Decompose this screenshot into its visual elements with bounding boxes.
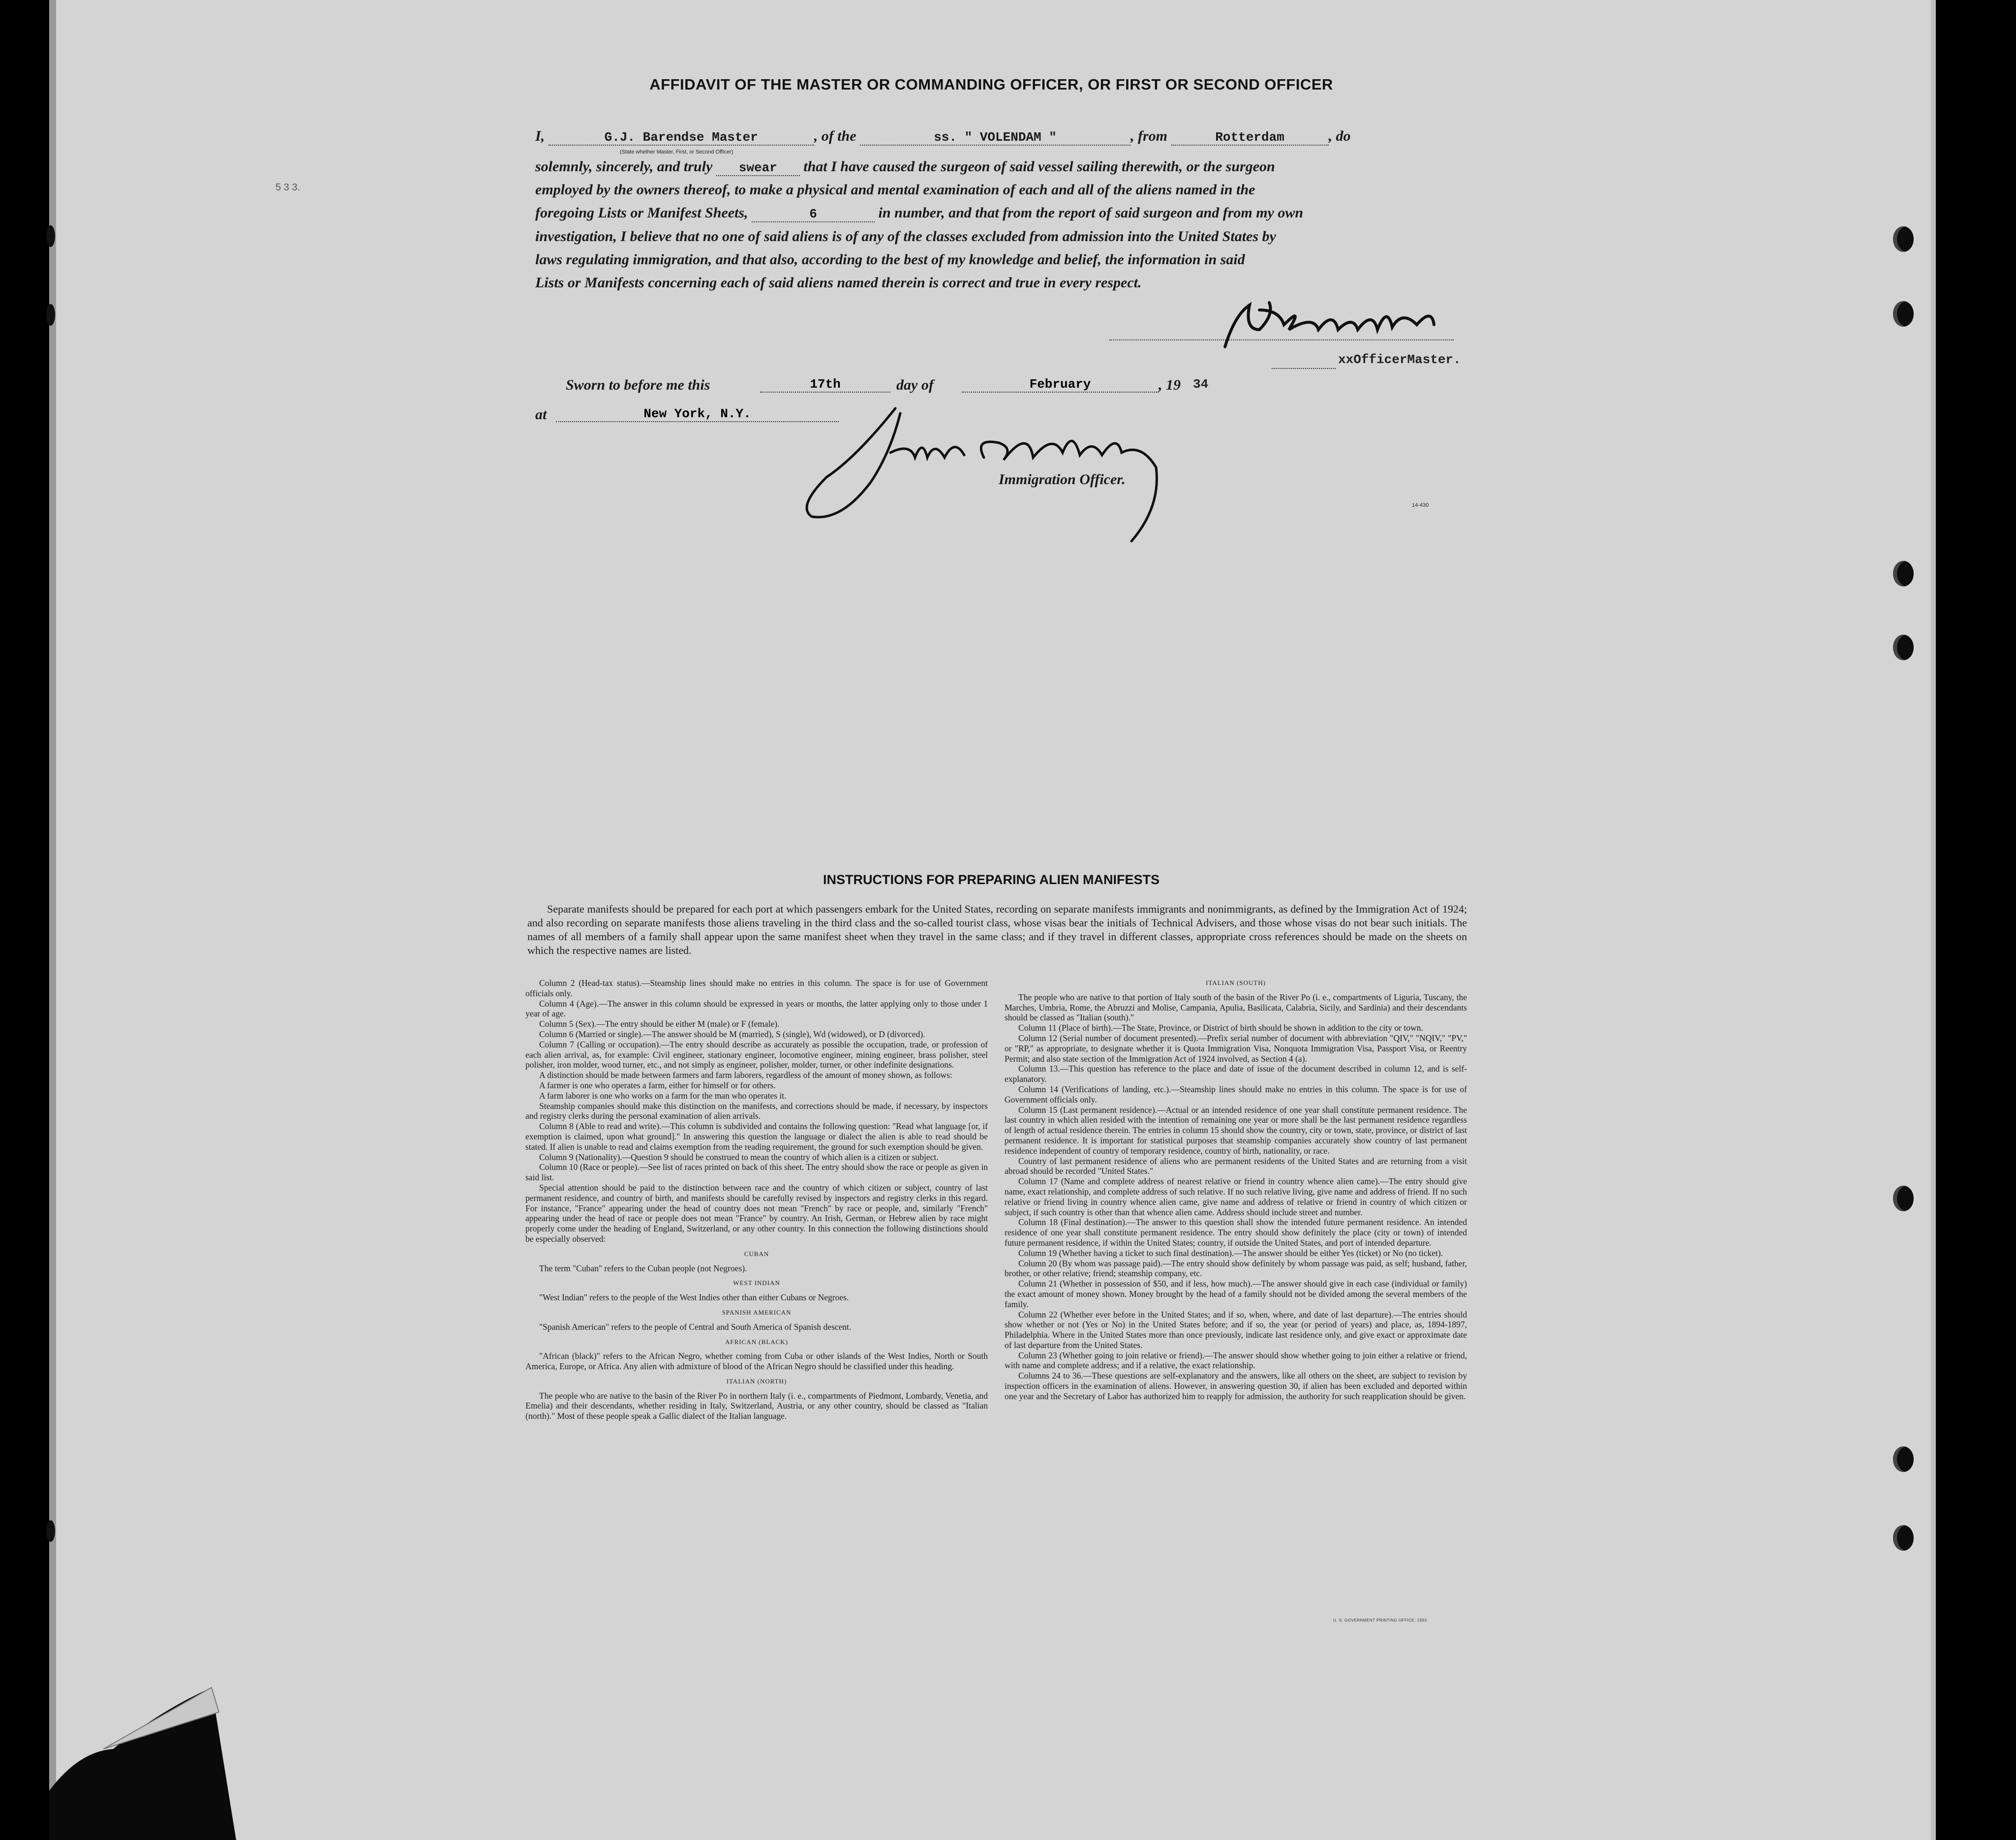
instruction-paragraph: A distinction should be made between farmers and farm laborers, regardless of the amount of money shown, as follows: (539, 1070, 952, 1080)
officer-label-line (1272, 368, 1336, 369)
binder-hole (1893, 301, 1914, 327)
instruction-paragraph: Columns 24 to 36.—These questions are self-explanatory and the answers, like all others on the sheet, are subject to revision by inspection officers in the examination of aliens. However, in answering question 30, if alien has been excluded and deported within one year and the Secretary of Labor has authorized him to reapply for admission, the authority for such reapplication should be given. (1005, 1371, 1467, 1401)
day-field: 17th (760, 377, 890, 393)
binder-hole-left (46, 304, 55, 326)
year-field: 34 (1193, 377, 1209, 392)
instruction-paragraph: Country of last permanent residence of aliens who are permanent residents of the United States and are returning from a visit abroad should be recorded "United States." (1005, 1156, 1467, 1176)
instruction-paragraph: Column 9 (Nationality).—Question 9 should be construed to mean the country of which alien is a citizen or subject. (539, 1152, 939, 1162)
month-field: February (962, 377, 1159, 393)
instruction-paragraph: Column 23 (Whether going to join relative or friend).—The answer should show whether going to join either a relative or friend, with name and complete address; and if a relative, the exact relationship. (1005, 1350, 1467, 1371)
vessel-field: ss. " VOLENDAM " (860, 130, 1130, 146)
place-field: New York, N.Y. (556, 406, 839, 422)
instructions-title: INSTRUCTIONS FOR PREPARING ALIEN MANIFESTS (823, 872, 1160, 887)
officer-label: xxOfficerMaster. (1338, 352, 1461, 367)
west-indian-heading: WEST INDIAN (733, 1279, 780, 1287)
instruction-paragraph: Column 8 (Able to read and write).—This column is subdivided and contains the following question: "Read what language [or, if exemption is claimed, upon what ground]." In answering this question the language or dialect the alien is able to read should be stated. If alien is unable to read and claims exemption from the reading requirement, the ground for such exemption should be given. (525, 1121, 988, 1152)
instruction-paragraph: Steamship companies should make this distinction on the manifests, and corrections should be made, if necessary, by inspectors and registry clerks during the personal examination of alien arrivals. (525, 1101, 988, 1121)
african-text: "African (black)" refers to the African Negro, whether coming from Cuba or other islands of the West Indies, North or South America, Europe, or Africa. Any alien with admixture of blood of the African Negro should be classified under this heading. (525, 1351, 988, 1372)
instruction-paragraph: Column 14 (Verifications of landing, etc.).—Steamship lines should make no entries in this column. The space is for use of Government officials only. (1005, 1084, 1467, 1104)
master-name-field: G.J. Barendse Master (549, 130, 814, 146)
binder-hole (1893, 1186, 1914, 1211)
instruction-paragraph: Column 12 (Serial number of document presented).—Prefix serial number of document with abbreviation "QIV," "NQIV," "PV," or "RP," as appropriate, to designate whether it is Quota Immigration Visa, Nonquota Immigration Visa, Passport Visa, or Reentry Permit; and also state section of the Immigration Act of 1924 involved, as Section 4 (a). (1005, 1033, 1467, 1064)
spanish-american-heading: SPANISH AMERICAN (722, 1308, 792, 1316)
instruction-paragraph: A farm laborer is one who works on a farm for the man who operates it. (539, 1090, 787, 1101)
binder-hole (1893, 226, 1914, 252)
instruction-paragraph: A farmer is one who operates a farm, either for himself or for others. (539, 1080, 776, 1090)
binder-hole-left (46, 225, 55, 247)
binder-hole-left (46, 1520, 55, 1542)
african-heading: AFRICAN (BLACK) (725, 1338, 789, 1346)
affidavit-line-4: foregoing Lists or Manifest Sheets, 6 in number, and that from the report of said surgeon and from my own (535, 205, 1304, 221)
spanish-american-text: "Spanish American" refers to the people of Central and South America of Spanish descent. (539, 1321, 852, 1332)
italian-north-heading: ITALIAN (NORTH) (726, 1377, 787, 1385)
instruction-paragraph: Column 22 (Whether ever before in the United States; and if so, when, where, and date of last departure).—The entries should show whether or not (Yes or No) in the United States before; and if so, the year (or period of years) and place, as, 1894-1897, Philadelphia. Where in the United States more than once previously, indicate last residence only, and give exact or approximate date of last departure from the United States. (1005, 1309, 1467, 1350)
instruction-paragraph: Column 21 (Whether in possession of $50, and if less, how much).—The answer should give in each case (individual or family) the exact amount of money shown. Money brought by the head of a family should not be divided among the several members of the family. (1005, 1279, 1467, 1309)
instruction-paragraph: Column 7 (Calling or occupation).—The entry should describe as accurately as possible the occupation, trade, or profession of each alien arrival, as, for example: Civil engineer, stationary engineer, locomotive engineer, mining engineer, brass polisher, steel polisher, iron molder, wood turner, etc., and not simply as engineer, polisher, molder, turner, or other indefinite designations. (525, 1039, 988, 1070)
instruction-paragraph: Column 2 (Head-tax status).—Steamship lines should make no entries in this column. The space is for use of Government officials only. (525, 978, 988, 998)
cuban-text: The term "Cuban" refers to the Cuban people (not Negroes). (539, 1263, 747, 1273)
instructions-right-column (1005, 978, 1467, 1402)
affidavit-line-2: solemnly, sincerely, and truly swear that I have caused the surgeon of said vessel sailing therewith, or the surgeon (535, 158, 1275, 175)
italian-north-text: The people who are native to the basin of the River Po in northern Italy (i. e., compartments of Piedmont, Lombardy, Venetia, and Emelia) and their descendants, whether residing in Italy, Switzerland, Austria, or any other country, should be classed as "Italian (north)." Most of these people speak a Gallic dialect of the Italian language. (525, 1390, 988, 1421)
master-signature (1215, 295, 1481, 354)
page-edge-left (49, 0, 56, 1840)
affidavit-title: AFFIDAVIT OF THE MASTER OR COMMANDING OFFICER, OR FIRST OR SECOND OFFICER (649, 76, 1333, 93)
affidavit-line-3: employed by the owners thereof, to make a physical and mental examination of each and all of the aliens named in the (535, 182, 1255, 198)
west-indian-text: "West Indian" refers to the people of the West Indies other than either Cubans or Negroes. (539, 1292, 849, 1303)
binder-hole (1893, 1446, 1914, 1472)
day-of-label: day of (896, 377, 934, 393)
form-number: 14-430 (1412, 502, 1429, 508)
instruction-paragraph: Column 19 (Whether having a ticket to such final destination).—The answer should be either Yes (ticket) or No (no ticket). (1018, 1248, 1443, 1258)
instruction-paragraph: Column 6 (Married or single).—The answer should be M (married), S (single), Wd (widowed), or D (divorced). (539, 1029, 925, 1039)
port-field: Rotterdam (1171, 130, 1329, 146)
affidavit-line-5: investigation, I believe that no one of said aliens is of any of the classes excluded from admission into the United States by (535, 228, 1276, 245)
folded-corner (49, 1643, 236, 1840)
italian-south-heading: ITALIAN (SOUTH) (1206, 979, 1266, 986)
instruction-paragraph: Column 18 (Final destination).—The answer to this question shall show the intended future permanent residence. An intended residence of one year shall constitute permanent residence. The entry should show definitely the place (city or town) of intended future permanent residence, if within the United States; country, if outside the United States, and port of intended departure. (1005, 1217, 1467, 1248)
affidavit-line-6: laws regulating immigration, and that also, according to the best of my knowledge and belief, the information in said (535, 251, 1245, 268)
immigration-officer-title: Immigration Officer. (999, 471, 1126, 488)
instruction-paragraph: Column 10 (Race or people).—See list of races printed on back of this sheet. The entry should show the race or people as given in said list. (525, 1162, 988, 1183)
instructions-left-column (525, 978, 988, 1421)
instruction-paragraph: Column 5 (Sex).—The entry should be either M (male) or F (female). (539, 1019, 780, 1029)
instruction-paragraph: Special attention should be paid to the distinction between race and the country of which citizen or subject, country of last permanent residence, and country of birth, and manifests should be carefully revised by inspectors and registry clerks in this regard. For instance, "France" appearing under the head of country does not mean "French" by race or people, and, similarly "French" appearing under the head of race or people does not mean "France" by country. An Irish, German, or Hebrew alien by race might properly come under the heading of England, Switzerland, or any other country. In this connection the following distinctions should be especially observed: (525, 1182, 988, 1244)
affidavit-line-1: I, G.J. Barendse Master , of the ss. " VOLENDAM " , from Rotterdam , do (535, 128, 1351, 145)
instruction-paragraph: Column 13.—This question has reference to the place and date of issue of the document described in column 12, and is self-explanatory. (1005, 1064, 1467, 1084)
binder-hole (1893, 635, 1914, 660)
instruction-paragraph: Column 20 (By whom was passage paid).—The entry should show definitely by whom passage was paid, as self; husband, father, brother, or other relative; friend; steamship company, etc. (1005, 1258, 1467, 1279)
instruction-paragraph: Column 4 (Age).—The answer in this column should be expressed in years or months, the latter applying only to those under 1 year of age. (525, 998, 988, 1019)
instruction-paragraph: Column 11 (Place of birth).—The State, Province, or District of birth should be shown in addition to the city or town. (1018, 1023, 1423, 1033)
page-edge-right (1931, 0, 1936, 1840)
binder-hole (1893, 561, 1914, 586)
sworn-prefix: Sworn to before me this (566, 377, 710, 393)
at-label: at (535, 406, 547, 423)
sheets-field: 6 (752, 207, 875, 222)
margin-mark: 5 3 3. (275, 182, 301, 193)
binder-hole (1893, 1525, 1914, 1551)
instruction-paragraph: The people who are native to that portion of Italy south of the basin of the River Po (i. e., compartments of Liguria, Tuscany, the Marches, Umbria, Rome, the Abruzzi and Molise, Campania, Apulia, Basilicata, Calabria, Sicily, and Sardinia) and their descendants should be classed as "Italian (south)." (1005, 992, 1467, 1023)
cuban-heading: CUBAN (744, 1250, 769, 1257)
instruction-paragraph: Column 17 (Name and complete address of nearest relative or friend in country whence alien came).—The entry should give name, exact relationship, and complete address of such relative. If no such relative living, give name and address of friend. If no such relative or friend living in country whence alien came, give name and address of relative or friend in country of which citizen or subject, if such country is other than that whence alien came. Address should include street and number. (1005, 1176, 1467, 1217)
instructions-intro: Separate manifests should be prepared for each port at which passengers embark for the United States, recording on separate manifests immigrants and nonimmigrants, as defined by the Immigration Act of 1924; and also recording on separate manifests those aliens traveling in the third class and the so-called tourist class, whose visas bear the initials of Technical Advisers, and those whose visas do not bear such initials. The names of all members of a family shall appear upon the same manifest sheet when they travel in the same class; and if they travel in different classes, appropriate cross references should be made on the sheets on which the respective names are listed. (527, 903, 1467, 956)
affidavit-line-7: Lists or Manifests concerning each of said aliens named therein is correct and true in every respect. (535, 275, 1142, 291)
rank-hint: (State whether Master, First, or Second Officer) (620, 149, 733, 155)
oath-field: swear (716, 160, 800, 176)
printing-office-note: U. S. GOVERNMENT PRINTING OFFICE: 1933 (1333, 1618, 1427, 1623)
instruction-paragraph: Column 15 (Last permanent residence).—Actual or an intended residence of one year shall constitute permanent residence. The last country in which alien resided with the intention of remaining one year or more shall be the last permanent residence regardless of length of actual residence therein. The entries in column 15 should show the country, city or town, state, province, or district of last permanent residence. It is important for statistical purposes that steamship companies accurately show country of last permanent residence independent of country of temporary residence, country of birth, nationality, or race. (1005, 1104, 1467, 1156)
year-prefix: , 19 (1159, 377, 1181, 393)
